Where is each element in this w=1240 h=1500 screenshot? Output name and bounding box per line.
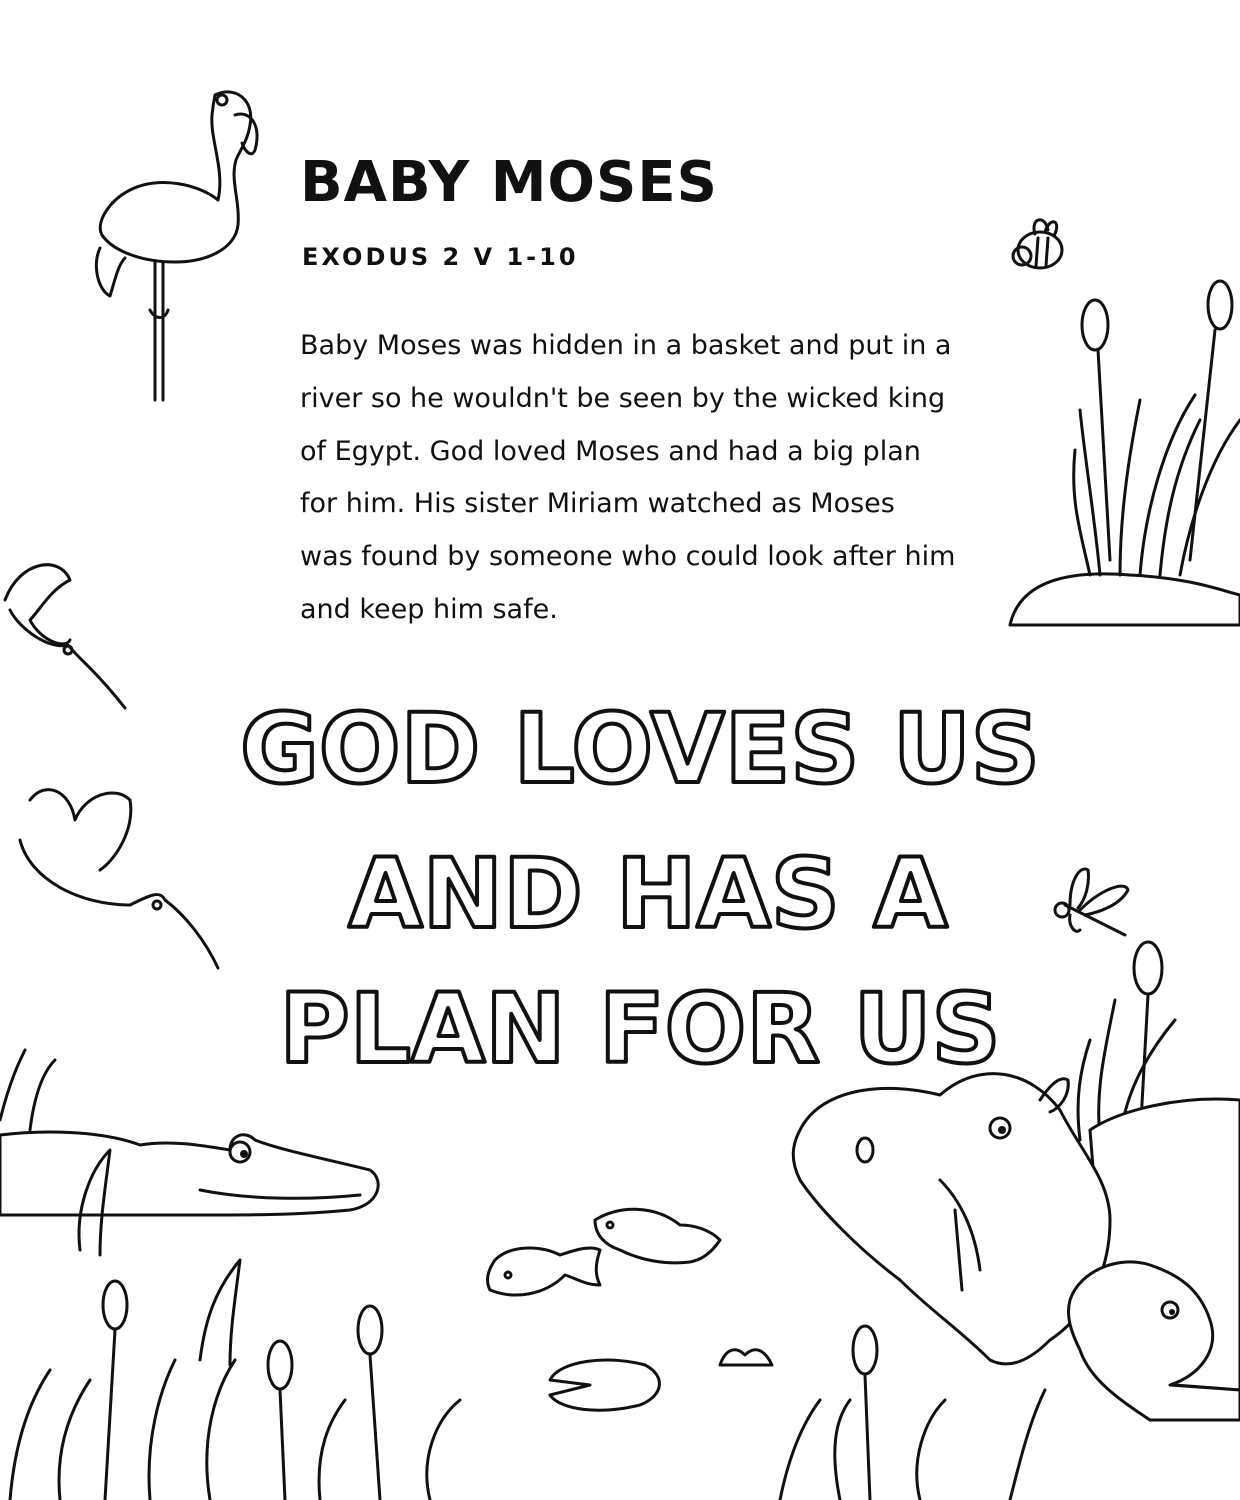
scripture-reference: EXODUS 2 V 1-10 [302, 243, 579, 271]
message-line: PLAN FOR US [279, 973, 1001, 1085]
lily-pad-illustration [550, 1350, 772, 1410]
story-line: of Egypt. God loved Moses and had a big plan [300, 435, 921, 467]
fish-illustration [488, 1248, 600, 1295]
bee-illustration [1013, 220, 1062, 268]
story-line: river so he wouldn't be seen by the wicked king [300, 382, 946, 414]
story-line: for him. His sister Miriam watched as Moses [300, 488, 895, 520]
story-line: Baby Moses was hidden in a basket and put in a [300, 330, 952, 361]
message-outline-text [0, 690, 1240, 1090]
page-title: BABY MOSES [300, 150, 718, 215]
story-line: and keep him safe. [300, 593, 558, 625]
flamingo-illustration [96, 92, 257, 400]
message-line: GOD LOVES US [240, 693, 1040, 805]
story-paragraph [300, 320, 1010, 637]
reeds-top-right-illustration [1010, 281, 1240, 625]
story-line: was found by someone who could look after him [300, 541, 956, 573]
message-line: AND HAS A [348, 838, 948, 950]
ibis-bird-illustration [5, 565, 125, 708]
fish-illustration-2 [595, 1209, 720, 1263]
